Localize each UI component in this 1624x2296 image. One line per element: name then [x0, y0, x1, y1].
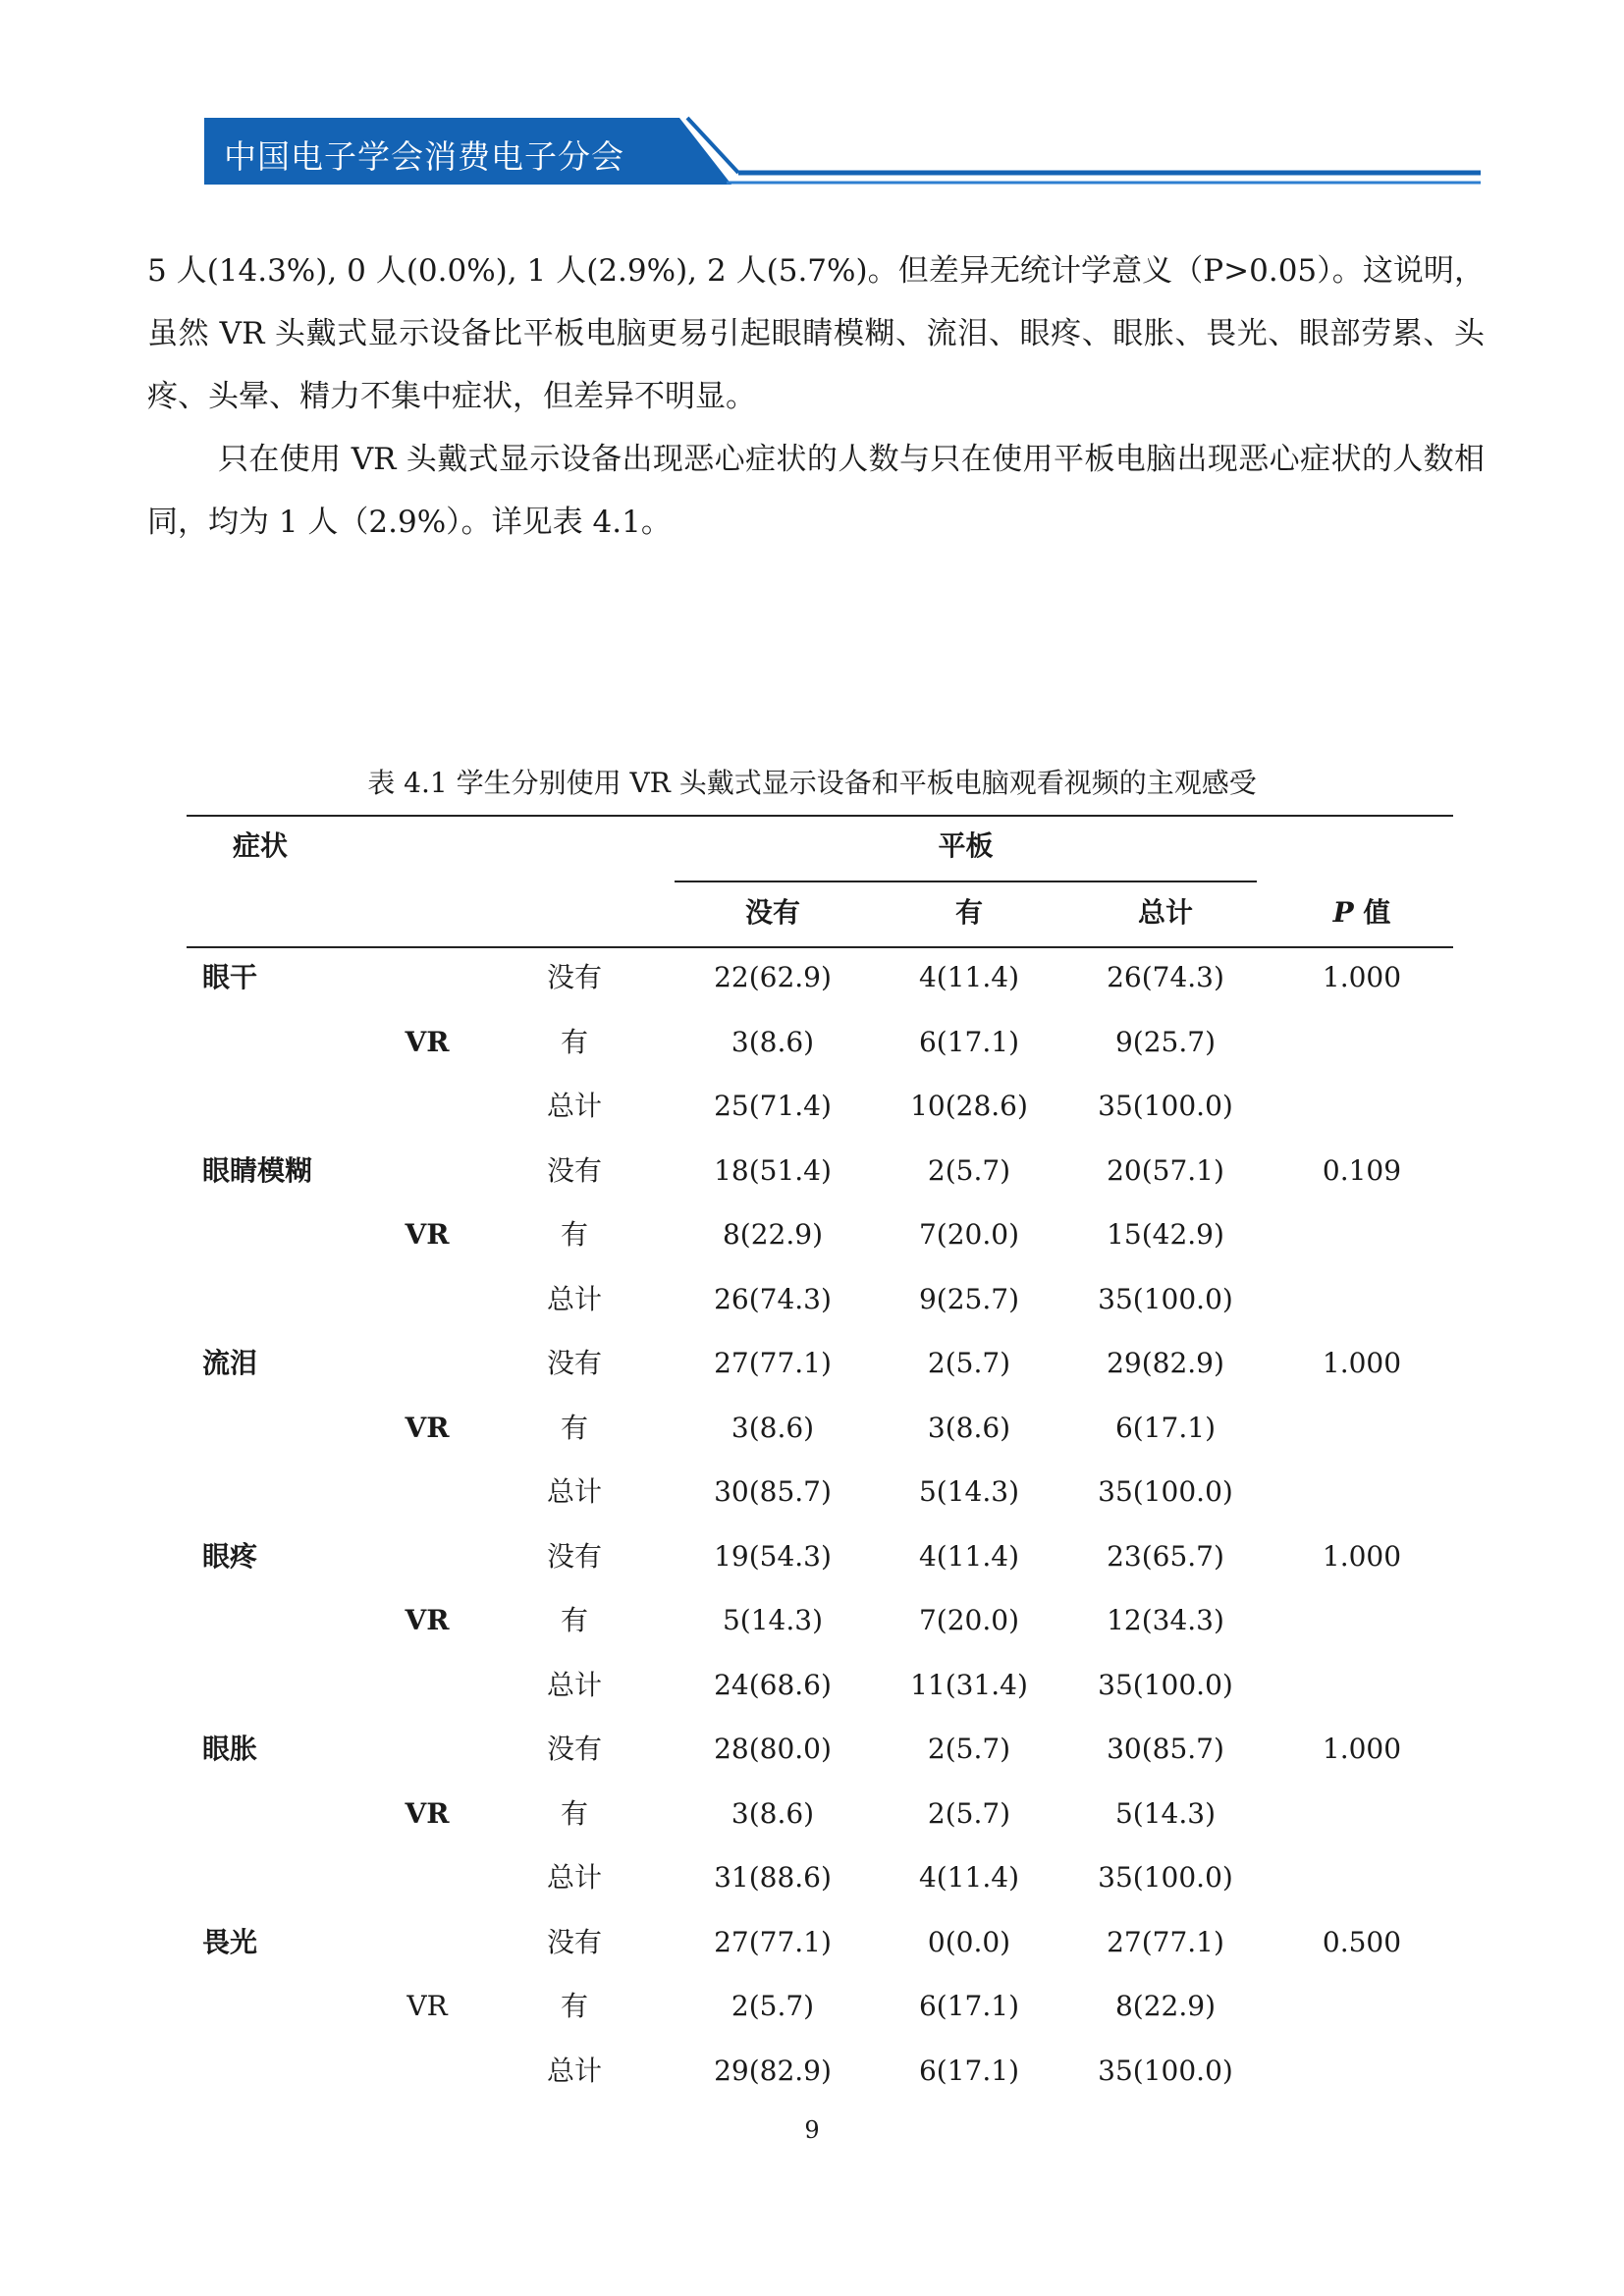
cell-tablet-total: 20(57.1)	[1107, 1153, 1224, 1187]
cell-tablet-no: 27(77.1)	[714, 1925, 832, 1958]
cell-tablet-yes: 4(11.4)	[918, 961, 1019, 993]
vr-response-label: 总计	[546, 1090, 602, 1122]
cell-tablet-yes: 2(5.7)	[927, 1733, 1011, 1765]
p-value: 1.000	[1322, 1347, 1402, 1379]
header-symptom: 症状	[232, 829, 288, 862]
vr-label: VR	[405, 1411, 450, 1444]
body-paragraph-2: 只在使用 VR 头戴式显示设备出现恶心症状的人数与只在使用平板电脑出现恶心症状的人数相同，均为 1 人（2.9%）。详见表 4.1。	[147, 442, 1485, 540]
vr-response-label: 有	[560, 1990, 588, 2022]
cell-tablet-no: 25(71.4)	[714, 1090, 832, 1122]
header-no: 没有	[744, 896, 800, 929]
vr-response-label: 有	[560, 1604, 588, 1636]
vr-response-label: 没有	[546, 961, 602, 993]
p-value: 0.109	[1322, 1153, 1402, 1187]
header-tablet: 平板	[938, 829, 994, 862]
cell-tablet-yes: 3(8.6)	[927, 1411, 1011, 1444]
vr-response-label: 有	[560, 1411, 588, 1444]
cell-tablet-no: 18(51.4)	[714, 1153, 832, 1187]
cell-tablet-total: 30(85.7)	[1107, 1733, 1224, 1765]
cell-tablet-yes: 2(5.7)	[927, 1347, 1011, 1379]
header-p-value	[1264, 881, 1460, 944]
cell-tablet-total: 26(74.3)	[1107, 961, 1224, 993]
cell-tablet-total: 35(100.0)	[1098, 1282, 1233, 1315]
symptom-label: 眼睛模糊	[202, 1153, 313, 1187]
symptom-label: 畏光	[202, 1925, 258, 1958]
p-value: 1.000	[1322, 1539, 1402, 1573]
header-yes: 有	[954, 896, 983, 929]
cell-tablet-no: 3(8.6)	[731, 1025, 815, 1058]
cell-tablet-total: 9(25.7)	[1114, 1025, 1216, 1058]
vr-response-label: 有	[560, 1218, 588, 1251]
cell-tablet-yes: 4(11.4)	[918, 1539, 1019, 1573]
cell-tablet-no: 2(5.7)	[731, 1990, 815, 2022]
vr-response-label: 总计	[546, 2054, 602, 2087]
cell-tablet-total: 35(100.0)	[1098, 1668, 1233, 1701]
cell-tablet-total: 35(100.0)	[1098, 1861, 1233, 1894]
cell-tablet-no: 22(62.9)	[714, 961, 832, 993]
cell-tablet-total: 35(100.0)	[1098, 2054, 1233, 2087]
cell-tablet-yes: 7(20.0)	[918, 1604, 1019, 1636]
cell-tablet-yes: 11(31.4)	[910, 1668, 1028, 1701]
cell-tablet-yes: 5(14.3)	[918, 1475, 1019, 1508]
cell-tablet-no: 3(8.6)	[731, 1796, 815, 1830]
p-suffix: 值	[1353, 896, 1391, 929]
vr-label: VR	[405, 1796, 450, 1830]
cell-tablet-total: 6(17.1)	[1114, 1411, 1216, 1444]
body-paragraph-1: 5 人(14.3%), 0 人(0.0%), 1 人(2.9%), 2 人(5.7%)。但差异无统计学意义（P>0.05）。这说明，虽然 VR 头戴式显示设备比平板电脑更易引起眼睛模糊、流泪、眼疼、眼胀、畏光、眼部劳累、头疼、头晕、精力不集中症状，但差异不明显。	[147, 253, 1485, 414]
cell-tablet-no: 8(22.9)	[722, 1218, 823, 1251]
symptom-label: 流泪	[202, 1347, 258, 1379]
vr-response-label: 没有	[546, 1347, 602, 1379]
page-number: 9	[804, 2116, 820, 2144]
vr-response-label: 没有	[546, 1539, 602, 1573]
vr-response-label: 没有	[546, 1733, 602, 1765]
cell-tablet-total: 12(34.3)	[1107, 1604, 1224, 1636]
vr-response-label: 没有	[546, 1153, 602, 1187]
vr-response-label: 没有	[546, 1925, 602, 1958]
cell-tablet-yes: 0(0.0)	[927, 1925, 1011, 1958]
vr-response-label: 总计	[546, 1668, 602, 1701]
symptom-label: 眼疼	[202, 1539, 258, 1573]
vr-response-label: 总计	[546, 1861, 602, 1894]
table-caption: 表 4.1 学生分别使用 VR 头戴式显示设备和平板电脑观看视频的主观感受	[367, 767, 1257, 799]
vr-response-label: 有	[560, 1025, 588, 1058]
symptom-label: 眼胀	[202, 1733, 258, 1765]
cell-tablet-yes: 2(5.7)	[927, 1153, 1011, 1187]
cell-tablet-yes: 6(17.1)	[918, 1025, 1019, 1058]
cell-tablet-no: 29(82.9)	[714, 2054, 832, 2087]
p-italic: P	[1332, 896, 1354, 929]
cell-tablet-yes: 10(28.6)	[910, 1090, 1028, 1122]
p-value: 1.000	[1322, 961, 1402, 993]
cell-tablet-no: 31(88.6)	[714, 1861, 832, 1894]
cell-tablet-yes: 6(17.1)	[918, 1990, 1019, 2022]
vr-label: VR	[405, 1025, 450, 1058]
vr-label: VR	[405, 1218, 450, 1251]
header-title: 中国电子学会消费电子分会	[224, 137, 624, 176]
p-value: 0.500	[1322, 1925, 1402, 1958]
cell-tablet-total: 27(77.1)	[1107, 1925, 1224, 1958]
cell-tablet-total: 35(100.0)	[1098, 1475, 1233, 1508]
cell-tablet-no: 24(68.6)	[714, 1668, 832, 1701]
vr-label: VR	[406, 1990, 448, 2022]
vr-response-label: 有	[560, 1796, 588, 1830]
cell-tablet-total: 23(65.7)	[1107, 1539, 1224, 1573]
cell-tablet-no: 28(80.0)	[714, 1733, 832, 1765]
cell-tablet-no: 19(54.3)	[714, 1539, 832, 1573]
header-total: 总计	[1137, 896, 1193, 929]
cell-tablet-no: 27(77.1)	[714, 1347, 832, 1379]
cell-tablet-no: 26(74.3)	[714, 1282, 832, 1315]
vr-response-label: 总计	[546, 1475, 602, 1508]
p-value: 1.000	[1322, 1733, 1402, 1765]
cell-tablet-yes: 9(25.7)	[918, 1282, 1019, 1315]
symptom-label: 眼干	[202, 961, 258, 993]
cell-tablet-yes: 2(5.7)	[927, 1796, 1011, 1830]
cell-tablet-total: 15(42.9)	[1107, 1218, 1224, 1251]
cell-tablet-total: 5(14.3)	[1114, 1796, 1216, 1830]
cell-tablet-total: 35(100.0)	[1098, 1090, 1233, 1122]
cell-tablet-total: 29(82.9)	[1107, 1347, 1224, 1379]
cell-tablet-yes: 4(11.4)	[918, 1861, 1019, 1894]
cell-tablet-no: 3(8.6)	[731, 1411, 815, 1444]
document-header	[0, 0, 1624, 196]
vr-label: VR	[405, 1604, 450, 1636]
vr-response-label: 总计	[546, 1282, 602, 1315]
cell-tablet-total: 8(22.9)	[1114, 1990, 1216, 2022]
cell-tablet-no: 30(85.7)	[714, 1475, 832, 1508]
cell-tablet-yes: 6(17.1)	[918, 2054, 1019, 2087]
cell-tablet-no: 5(14.3)	[722, 1604, 823, 1636]
cell-tablet-yes: 7(20.0)	[918, 1218, 1019, 1251]
